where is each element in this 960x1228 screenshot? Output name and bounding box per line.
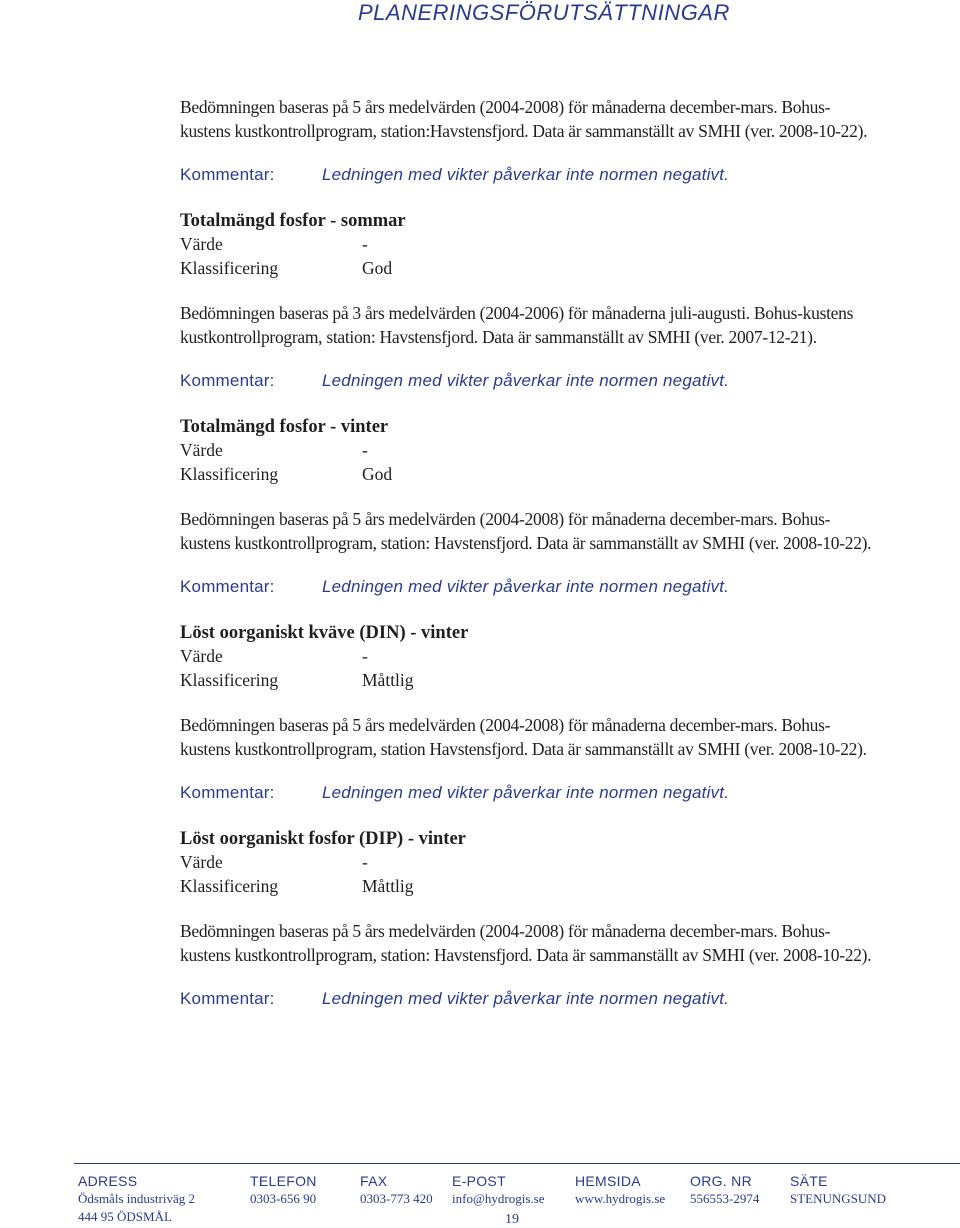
classification-label: Klassificering xyxy=(180,463,279,484)
comment-label: Kommentar: xyxy=(180,371,275,390)
value-row xyxy=(180,439,880,463)
footer-orgnr xyxy=(690,1172,759,1208)
intro-paragraph: Bedömningen baseras på 5 års medelvärden (2004-2008) för månaderna december-mars. Bohus-kustens kustkontrollprogram, station:Havstensfjord. Data är sammanställt av SMHI (ver. 2008-10-22). xyxy=(180,97,868,141)
document-body xyxy=(180,96,880,1009)
value: - xyxy=(362,852,368,872)
value-row xyxy=(180,233,880,257)
value-label: Värde xyxy=(180,852,223,872)
comment-text: Ledningen med vikter påverkar inte normen negativt. xyxy=(322,165,730,184)
section-title: Löst oorganiskt fosfor (DIP) - vinter xyxy=(180,829,466,849)
classification-row xyxy=(180,257,880,281)
comment-label: Kommentar: xyxy=(180,783,275,802)
footer-hemsida xyxy=(575,1172,665,1208)
footer-telefon xyxy=(250,1172,317,1208)
value-row xyxy=(180,645,880,669)
section-paragraph: Bedömningen baseras på 5 års medelvärden (2004-2008) för månaderna december-mars. Bohus-kustens kustkontrollprogram, station: Havstensfjord. Data är sammanställt av SMHI (ver. 2008-10-22). xyxy=(180,921,872,965)
comment-text: Ledningen med vikter påverkar inte normen negativt. xyxy=(322,989,730,1008)
value: - xyxy=(362,440,368,460)
footer-sate xyxy=(790,1172,886,1208)
classification-row xyxy=(180,669,880,693)
classification-value: Måttlig xyxy=(362,875,414,896)
page-header-title: PLANERINGSFÖRUTSÄTTNINGAR xyxy=(358,0,730,25)
comment-label: Kommentar: xyxy=(180,577,275,596)
value: - xyxy=(362,234,368,254)
footer-adress xyxy=(78,1172,195,1226)
footer-sate-value: STENUNGSUND xyxy=(790,1191,887,1206)
footer-adress-line2: 444 95 ÖDSMÅL xyxy=(78,1209,172,1224)
value-label: Värde xyxy=(180,234,223,254)
footer-adress-line1: Ödsmåls industriväg 2 xyxy=(78,1191,195,1206)
classification-label: Klassificering xyxy=(180,257,279,278)
footer-hemsida-label: HEMSIDA xyxy=(575,1173,641,1189)
footer-telefon-label: TELEFON xyxy=(250,1173,317,1189)
classification-value: God xyxy=(362,257,393,278)
footer-orgnr-value: 556553-2974 xyxy=(690,1191,760,1206)
comment-text: Ledningen med vikter påverkar inte normen negativt. xyxy=(322,371,730,390)
footer-hemsida-value[interactable]: www.hydrogis.se xyxy=(575,1191,666,1206)
classification-value: God xyxy=(362,463,393,484)
section-paragraph: Bedömningen baseras på 5 års medelvärden (2004-2008) för månaderna december-mars. Bohus-kustens kustkontrollprogram, station Havstensfjord. Data är sammanställt av SMHI (ver. 2008-10-22). xyxy=(180,715,867,759)
page-number: 19 xyxy=(505,1212,519,1227)
footer-epost-label: E-POST xyxy=(452,1173,506,1189)
comment-label: Kommentar: xyxy=(180,165,275,184)
value: - xyxy=(362,646,368,666)
section-comment xyxy=(180,989,880,1009)
comment-text: Ledningen med vikter påverkar inte normen negativt. xyxy=(322,577,730,596)
footer-telefon-value: 0303-656 90 xyxy=(250,1191,317,1206)
classification-label: Klassificering xyxy=(180,875,279,896)
section-title: Löst oorganiskt kväve (DIN) - vinter xyxy=(180,623,469,643)
footer-adress-label: ADRESS xyxy=(78,1173,138,1189)
comment-label: Kommentar: xyxy=(180,989,275,1008)
section-tot-p-vinter xyxy=(180,416,880,597)
classification-value: Måttlig xyxy=(362,669,414,690)
section-tot-p-sommar xyxy=(180,210,880,391)
value-label: Värde xyxy=(180,440,223,460)
section-comment xyxy=(180,371,880,391)
section-dip-vinter xyxy=(180,828,880,1009)
footer-divider xyxy=(74,1163,960,1164)
intro-comment xyxy=(180,165,880,185)
section-title: Totalmängd fosfor - vinter xyxy=(180,417,389,437)
footer-orgnr-label: ORG. NR xyxy=(690,1173,752,1189)
footer-sate-label: SÄTE xyxy=(790,1173,828,1189)
footer-fax-label: FAX xyxy=(360,1173,388,1189)
footer-epost xyxy=(452,1172,545,1208)
footer-fax xyxy=(360,1172,433,1208)
section-comment xyxy=(180,577,880,597)
section-paragraph: Bedömningen baseras på 3 års medelvärden (2004-2006) för månaderna juli-augusti. Bohus-kustens kustkontrollprogram, station: Havstensfjord. Data är sammanställt av SMHI (ver. 2007-12-21). xyxy=(180,303,854,347)
section-din-vinter xyxy=(180,622,880,803)
classification-label: Klassificering xyxy=(180,669,279,690)
footer-fax-value: 0303-773 420 xyxy=(360,1191,433,1206)
value-row xyxy=(180,851,880,875)
section-paragraph: Bedömningen baseras på 5 års medelvärden (2004-2008) för månaderna december-mars. Bohus-kustens kustkontrollprogram, station: Havstensfjord. Data är sammanställt av SMHI (ver. 2008-10-22). xyxy=(180,509,872,553)
footer-epost-value[interactable]: info@hydrogis.se xyxy=(452,1191,545,1206)
value-label: Värde xyxy=(180,646,223,666)
classification-row xyxy=(180,463,880,487)
comment-text: Ledningen med vikter påverkar inte normen negativt. xyxy=(322,783,730,802)
section-title: Totalmängd fosfor - sommar xyxy=(180,211,406,231)
classification-row xyxy=(180,875,880,899)
section-comment xyxy=(180,783,880,803)
